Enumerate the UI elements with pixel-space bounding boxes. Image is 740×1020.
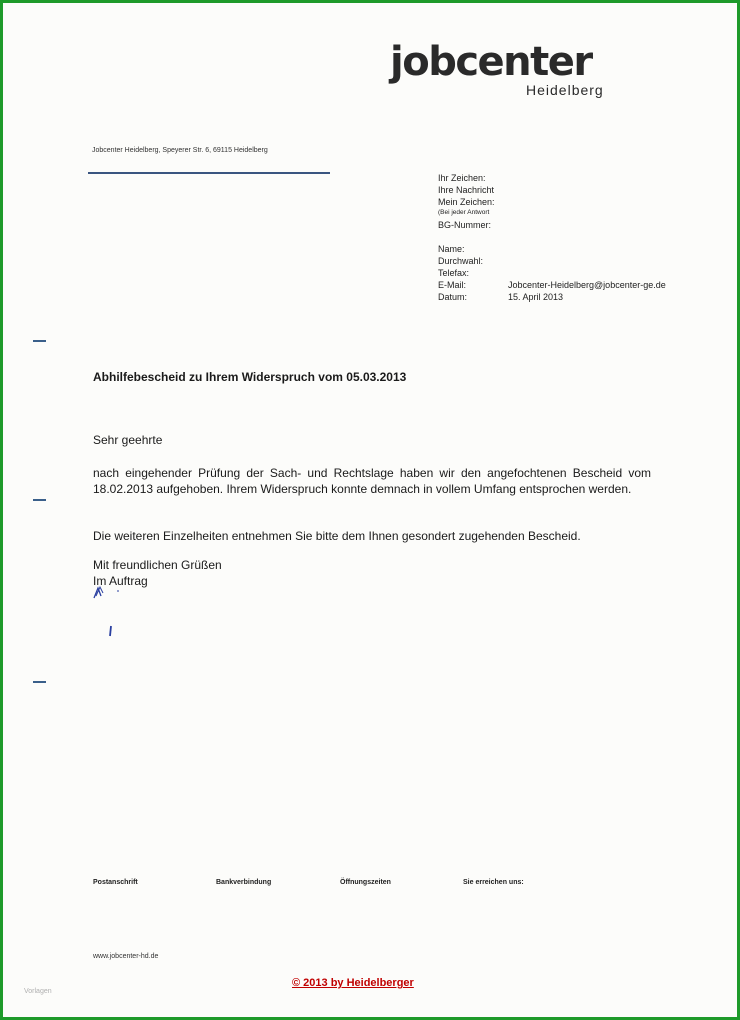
body-paragraph-1: nach eingehender Prüfung der Sach- und Rechtslage haben wir den angefochtenen Bescheid vom 18.02.2013 aufgehoben. Ihrem Widerspruch konnte demnach in vollem Umfang entsprochen werden. bbox=[93, 466, 651, 496]
logo-wordmark: jobcenter bbox=[390, 39, 592, 85]
closing-im-auftrag: Im Auftrag bbox=[93, 574, 148, 588]
ref-date-value: 15. April 2013 bbox=[508, 292, 564, 302]
ref-email-value: Jobcenter-Heidelberg@jobcenter-ge.de bbox=[508, 280, 666, 290]
ref-label-durchwahl: Durchwahl: bbox=[438, 256, 484, 266]
footer-website: www.jobcenter-hd.de bbox=[93, 953, 159, 960]
footer-erreichen: Sie erreichen uns: bbox=[463, 879, 524, 886]
ref-label-name: Name: bbox=[438, 244, 465, 254]
ref-label-ihre-nachricht: Ihre Nachricht bbox=[438, 185, 495, 195]
ref-label-antwort-note: (Bei jeder Antwort bbox=[438, 209, 490, 216]
closing-greeting: Mit freundlichen Grüßen bbox=[93, 558, 222, 572]
footer-oeffnungszeiten: Öffnungszeiten bbox=[340, 879, 391, 886]
salutation: Sehr geehrte bbox=[93, 433, 163, 447]
body-paragraph-2: Die weiteren Einzelheiten entnehmen Sie bitte dem Ihnen gesondert zugehenden Bescheid. bbox=[93, 529, 581, 543]
logo-city: Heidelberg bbox=[526, 82, 604, 98]
ref-label-email: E-Mail: bbox=[438, 280, 467, 290]
sender-address-line: Jobcenter Heidelberg, Speyerer Str. 6, 69115 Heidelberg bbox=[92, 147, 268, 154]
ref-label-telefax: Telefax: bbox=[438, 268, 470, 278]
fold-mark-middle bbox=[33, 499, 46, 501]
ref-label-bg-nummer: BG-Nummer: bbox=[438, 220, 492, 230]
fold-mark-top bbox=[33, 340, 46, 342]
ref-label-datum: Datum: bbox=[438, 292, 468, 302]
signature-mark bbox=[90, 584, 130, 644]
copyright-notice: © 2013 by Heidelberger bbox=[292, 977, 414, 989]
sender-divider bbox=[88, 172, 330, 174]
fold-mark-bottom bbox=[33, 681, 46, 683]
letter-subject: Abhilfebescheid zu Ihrem Widerspruch vom 05.03.2013 bbox=[93, 370, 407, 384]
footer-postanschrift: Postanschrift bbox=[93, 879, 138, 886]
ref-label-ihr-zeichen: Ihr Zeichen: bbox=[438, 173, 486, 183]
jobcenter-logo bbox=[390, 38, 620, 102]
footer-bankverbindung: Bankverbindung bbox=[216, 879, 272, 886]
watermark-text: Vorlagen bbox=[24, 988, 52, 995]
ref-label-mein-zeichen: Mein Zeichen: bbox=[438, 197, 495, 207]
